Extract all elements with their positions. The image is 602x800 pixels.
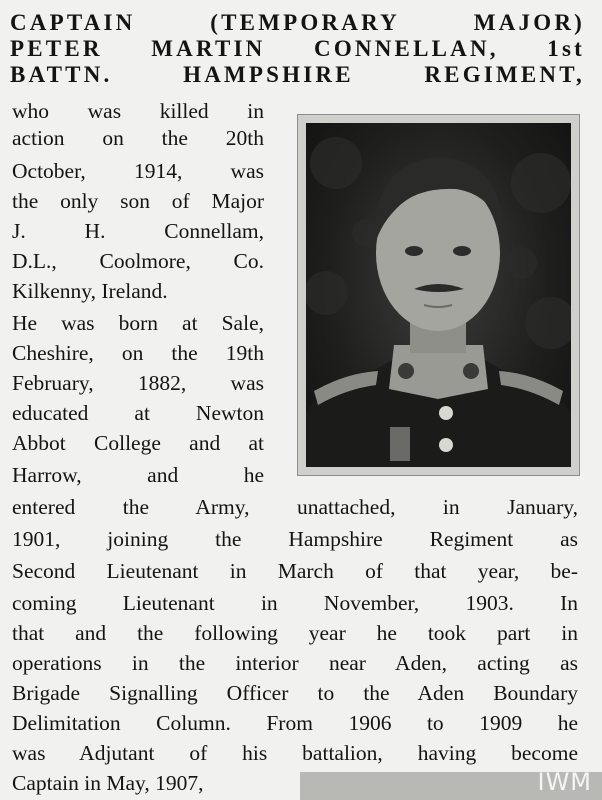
body-line: Brigade Signalling Officer to the Aden Boundary [12, 681, 578, 705]
body-line: entered the Army, unattached, in January, [12, 495, 578, 519]
body-line: Second Lieutenant in March of that year, be- [12, 559, 578, 583]
body-line: 1901, joining the Hampshire Regiment as [12, 527, 578, 551]
body-line: J. H. Connellam, [12, 219, 264, 243]
portrait-image [306, 123, 571, 467]
obituary-heading [10, 10, 585, 88]
body-line: October, 1914, was [12, 159, 264, 183]
body-line: operations in the interior near Aden, acting as [12, 651, 578, 675]
body-line: was Adjutant of his battalion, having become [12, 741, 578, 765]
body-line: Cheshire, on the 19th [12, 341, 264, 365]
portrait-figure-icon [306, 123, 571, 467]
body-line: Delimitation Column. From 1906 to 1909 he [12, 711, 578, 735]
heading-line: BATTN. HAMPSHIRE REGIMENT, [10, 62, 585, 87]
heading-line: CAPTAIN (TEMPORARY MAJOR) [10, 10, 585, 35]
body-line: educated at Newton [12, 401, 264, 425]
body-line: that and the following year he took part in [12, 621, 578, 645]
body-line: Abbot College and at [12, 431, 264, 455]
body-line: He was born at Sale, [12, 311, 264, 335]
body-line: action on the 20th [12, 126, 264, 150]
heading-line: PETER MARTIN CONNELLAN, 1st [10, 36, 585, 61]
iwm-watermark: IWM [537, 768, 592, 796]
body-line: Kilkenny, Ireland. [12, 279, 168, 303]
body-line: February, 1882, was [12, 371, 264, 395]
body-line: D.L., Coolmore, Co. [12, 249, 264, 273]
body-line: coming Lieutenant in November, 1903. In [12, 591, 578, 615]
body-line: Harrow, and he [12, 463, 264, 487]
body-line: the only son of Major [12, 189, 264, 213]
body-line: Captain in May, 1907, [12, 771, 204, 795]
body-line: who was killed in [12, 99, 264, 123]
portrait-photo [297, 114, 580, 476]
